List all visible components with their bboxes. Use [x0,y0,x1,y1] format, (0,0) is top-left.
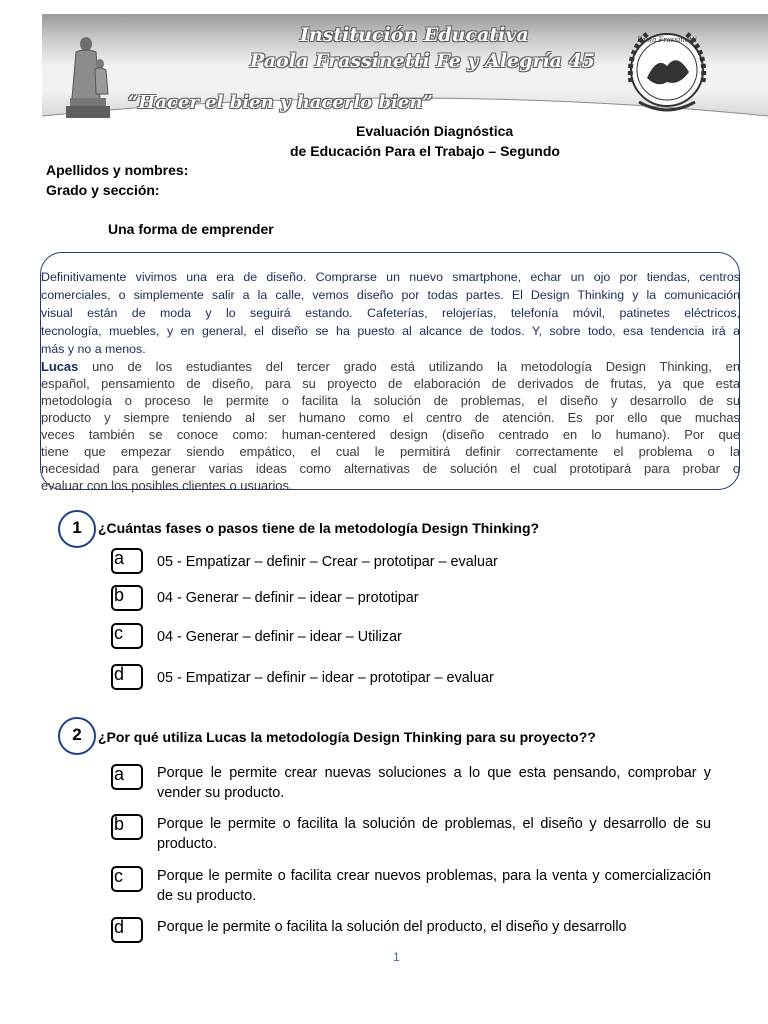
option-text: 05 - Empatizar – definir – idear – prototipar – evaluar [157,670,494,686]
question-text: ¿Cuántas fases o pasos tiene de la metodología Design Thinking? [98,520,540,536]
question-text: ¿Por qué utiliza Lucas la metodología Design Thinking para su proyecto?? [98,729,596,745]
institution-motto: “Hacer el bien y hacerlo bien” [128,92,433,113]
statue-icon [62,34,116,120]
option-a-checkbox[interactable]: a [111,764,143,790]
paragraph2-line: español, pensamiento de diseño, para su proyecto de elaboración de derivados de frutas, ya que esta [41,376,740,391]
exam-title: Evaluación Diagnóstica [356,123,514,139]
option-text: Porque le permite o facilita la solución de problemas, el diseño y desarrollo de su producto. [157,816,711,852]
name-field-label: Apellidos y nombres: [46,162,189,178]
school-seal-logo [617,22,717,118]
paragraph2-line: producto y siempre teniendo al ser humano como el centro de atención. Es por ello que muchas [41,410,740,425]
paragraph2-first-text: uno de los estudiantes del tercer grado está utilizando la metodología Design Thinking, en [78,359,740,374]
question-number-badge: 2 [58,717,96,755]
page-number: 1 [393,950,400,964]
option-text: Porque le permite o facilita crear nuevos problemas, para la venta y comercialización de su producto. [157,868,711,904]
option-text: Porque le permite o facilita la solución del producto, el diseño y desarrollo [157,919,627,935]
option-text: 04 - Generar – definir – idear – Utilizar [157,629,402,645]
option-b-checkbox[interactable]: b [111,585,143,611]
paragraph2-line: necesidad para generar varias ideas como alternativas de solución el cual prototipará para probar o [41,461,740,476]
seal-text: Paola Frassinetti [637,36,697,44]
exam-subtitle: de Educación Para el Trabajo – Segundo [290,143,560,159]
grade-field-label: Grado y sección: [46,182,160,198]
institution-name-line1: Institución Educativa [300,24,529,46]
paragraph2-line: metodología o proceso le permite o facilita la solución de problemas, el diseño y desarrollo de su [41,393,740,408]
paragraph2-line: tiene que empezar siendo empático, el cual le permitirá definir correctamente el problema o la [41,444,740,459]
paragraph1-line: comerciales, o simplemente salir a la calle, vemos diseño por todas partes. El Design Thinking y la comunicación [41,288,740,302]
option-d-checkbox[interactable]: d [111,664,143,690]
paragraph1-line: Definitivamente vivimos una era de diseño. Comprarse un nuevo smartphone, echar un ojo por tiendas, centros [41,270,740,284]
option-text: 05 - Empatizar – definir – Crear – prototipar – evaluar [157,554,498,570]
question-number-badge: 1 [58,510,96,548]
option-text: 04 - Generar – definir – idear – prototipar [157,590,419,606]
option-c-checkbox[interactable]: c [111,623,143,649]
option-text: Porque le permite crear nuevas soluciones a lo que esta pensando, comprobar y vender su producto. [157,765,711,801]
institution-name-line2: Paola Frassinetti Fe y Alegría 45 [250,50,596,72]
student-name-lucas: Lucas [41,359,79,374]
option-a-checkbox[interactable]: a [111,548,143,574]
paragraph2-line [41,358,740,375]
option-c-checkbox[interactable]: c [111,866,143,892]
paragraph1-line: más y no a menos. [41,342,146,356]
paragraph1-line: tecnología, muebles, y en general, el diseño se ha puesto al alcance de todos. Y, sobre todo, esa tendencia irá a [41,324,740,338]
paragraph2-line: evaluar con los posibles clientes o usuarios. [41,478,293,493]
paragraph2-line: veces también se conoce como: human-centered design (diseño centrado en lo humano). Por que [41,427,740,442]
option-d-checkbox[interactable]: d [111,917,143,943]
reading-title: Una forma de emprender [108,221,274,237]
paragraph1-line: visual están de moda y lo seguirá estando. Cafeterías, relojerías, telefonía móvil, patinetes eléctricos, [41,306,740,320]
option-b-checkbox[interactable]: b [111,814,143,840]
